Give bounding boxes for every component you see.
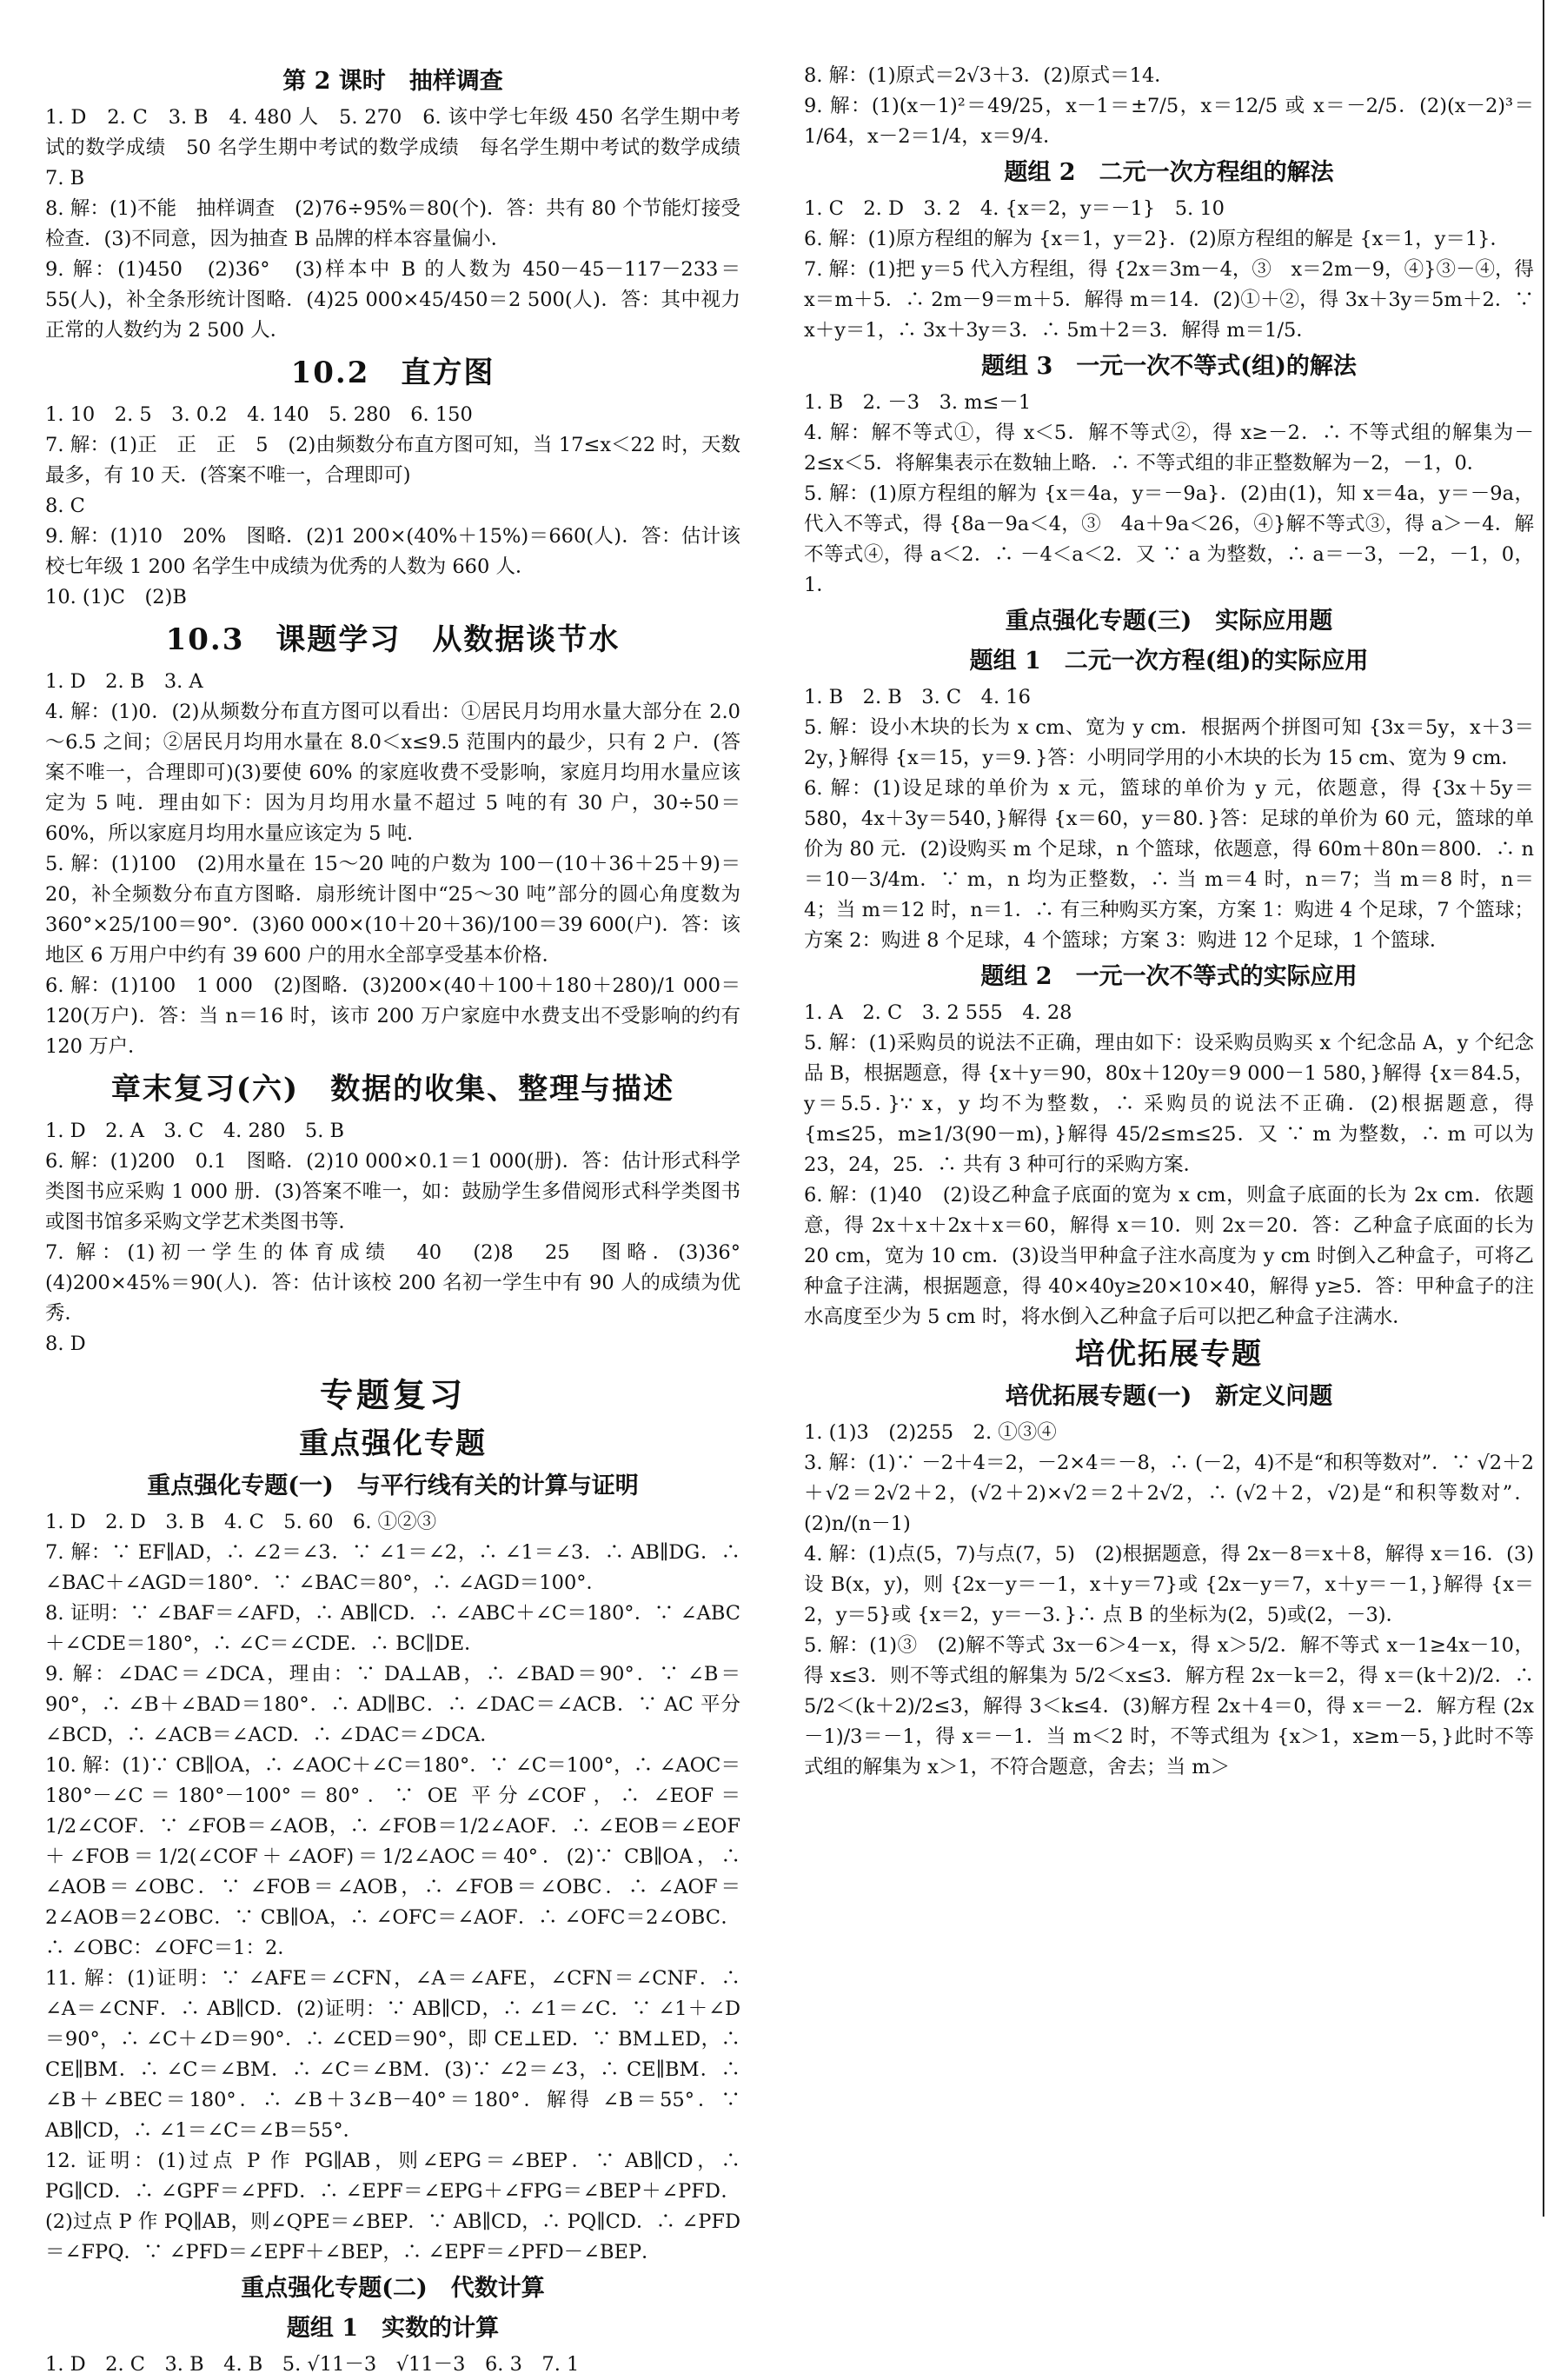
- section-heading: 章末复习(六) 数据的收集、整理与描述: [110, 1072, 675, 1107]
- answer-paragraph: 4. 解：解不等式①，得 x＜5．解不等式②，得 x≥－2．∴ 不等式组的解集为－2≤x＜5．将解集表示在数轴上略．∴ 不等式组的非正整数解为－2，－1，0．: [804, 422, 1534, 475]
- answer-paragraph: 6. 解：(1)40 (2)设乙种盒子底面的宽为 x cm，则盒子底面的长为 2x cm．依题意，得 2x＋x＋2x＋x＝60，解得 x＝10．则 2x＝20．答：乙种盒子底面的长为 20 cm，宽为 10 cm．(3)设当甲种盒子注水高度为 y cm 时倒入乙种盒子，可将乙种盒子注满，根据题意，得 40×40y≥20×10×40，解得 y≥5．答：甲种盒子的注水高度至少为 5 cm 时，将水倒入乙种盒子后可以把乙种盒子注满水．: [804, 1184, 1534, 1328]
- section-heading: 专题复习: [319, 1375, 466, 1414]
- answer-paragraph: 7. 解：(1)把 y＝5 代入方程组，得 {2x＝3m－4，③ x＝2m－9，④}③－④，得 x＝m＋5．∴ 2m－9＝m＋5．解得 m＝14．(2)①＋②，得 3x＋3y＝5m＋2．∵ x＋y＝1，∴ 3x＋3y＝3．∴ 5m＋2＝3．解得 m＝1/5．: [804, 258, 1534, 342]
- answer-paragraph: 5. 解：(1)原方程组的解为 {x＝4a，y＝－9a}．(2)由(1)，知 x＝4a，y＝－9a，代入不等式，得 {8a－9a＜4，③ 4a＋9a＜26，④}解不等式③，得 a＞－4．解不等式④，得 a＜2．∴ －4＜a＜2．又 ∵ a 为整数，∴ a＝－3，－2，－1，0，1．: [804, 482, 1534, 596]
- answer-paragraph: 3. 解：(1)∵ －2＋4＝2，－2×4＝－8，∴ (－2，4)不是“和积等数对”．∵ √2＋2＋√2＝2√2＋2，(√2＋2)×√2＝2＋2√2，∴ (√2＋2，√2)是“和积等数对”．(2)n/(n－1): [804, 1452, 1534, 1535]
- answer-paragraph: 1. D 2. C 3. B 4. B 5. √11－3 √11－3 6. 3 7. 1: [45, 2353, 580, 2376]
- answer-paragraph: 11. 解：(1)证明：∵ ∠AFE＝∠CFN，∠A＝∠AFE，∠CFN＝∠CNF．∴ ∠A＝∠CNF．∴ AB∥CD．(2)证明：∵ AB∥CD，∴ ∠1＝∠C．∵ ∠1＋∠D＝90°，∴ ∠C＋∠D＝90°．∴ ∠CED＝90°，即 CE⊥ED．∵ BM⊥ED，∴ CE∥BM．∴ ∠C＝∠BM．∴ ∠C＝∠BM．(3)∵ ∠2＝∠3，∴ CE∥BM．∴ ∠B＋∠BEC＝180°．∴ ∠B＋3∠B－40°＝180°．解得 ∠B＝55°．∵ AB∥CD，∴ ∠1＝∠C＝∠B＝55°．: [45, 1967, 740, 2142]
- answer-paragraph: 6. 解：(1)设足球的单价为 x 元，篮球的单价为 y 元，依题意，得 {3x＋5y＝580，4x＋3y＝540，}解得 {x＝60，y＝80．}答：足球的单价为 60 元，篮球的单价为 80 元．(2)设购买 m 个足球，n 个篮球，依题意，得 60m＋80n＝800．∴ n＝10－3/4m．∵ m，n 均为正整数，∴ 当 m＝4 时，n＝7；当 m＝8 时，n＝4；当 m＝12 时，n＝1．∴ 有三种购买方案，方案 1：购进 4 个足球，7 个篮球；方案 2：购进 8 个足球，4 个篮球；方案 3：购进 12 个足球，1 个篮球．: [804, 777, 1534, 952]
- answer-paragraph: 4. 解：(1)点(5，7)与点(7，5) (2)根据题意，得 2x－8＝x＋8，解得 x＝16．(3)设 B(x，y)，则 {2x－y＝－1，x＋y＝7}或 {2x－y＝7，x＋y＝－1，}解得 {x＝2，y＝5}或 {x＝2，y＝－3．}∴ 点 B 的坐标为(2，5)或(2，－3)．: [804, 1543, 1534, 1626]
- section-heading: 题组 1 实数的计算: [286, 2315, 500, 2342]
- section-heading: 题组 1 二元一次方程(组)的实际应用: [969, 648, 1369, 675]
- right-column: [804, 61, 1534, 1783]
- answer-paragraph: 9. 解：(1)(x－1)²＝49/25，x－1＝±7/5，x＝12/5 或 x＝－2/5．(2)(x－2)³＝1/64，x－2＝1/4，x＝9/4．: [804, 95, 1534, 148]
- left-column: [45, 61, 760, 2380]
- answer-paragraph: 6. 解：(1)200 0.1 图略．(2)10 000×0.1＝1 000(册)．答：估计形式科学类图书应采购 1 000 册．(3)答案不唯一，如：鼓励学生多借阅形式科学类图书或图书馆多采购文学艺术类图书等．: [45, 1150, 740, 1233]
- answer-paragraph: 1. B 2. B 3. C 4. 16: [804, 686, 1031, 708]
- answer-paragraph: 7. 解：∵ EF∥AD，∴ ∠2＝∠3．∵ ∠1＝∠2，∴ ∠1＝∠3．∴ AB∥DG．∴ ∠BAC＋∠AGD＝180°．∵ ∠BAC＝80°，∴ ∠AGD＝100°．: [45, 1541, 740, 1594]
- section-heading: 题组 3 一元一次不等式(组)的解法: [981, 353, 1357, 380]
- section-heading: 重点强化专题(三) 实际应用题: [1005, 608, 1333, 635]
- answer-paragraph: 7. 解：(1)正 正 正 5 (2)由频数分布直方图可知，当 17≤x＜22 时，天数最多，有 10 天．(答案不唯一，合理即可): [45, 434, 740, 487]
- answer-paragraph: 8. C: [45, 495, 85, 517]
- section-heading: 培优拓展专题: [1075, 1337, 1263, 1372]
- answer-paragraph: 5. 解：(1)100 (2)用水量在 15～20 吨的户数为 100－(10＋36＋25＋9)＝20，补全频数分布直方图略．扇形统计图中“25～30 吨”部分的圆心角度数为 360°×25/100＝90°．(3)60 000×(10＋20＋36)/100＝39 600(户)．答：该地区 6 万用户中约有 39 600 户的用水全部享受基本价格．: [45, 853, 740, 967]
- answer-paragraph: 9. 解：(1)450 (2)36° (3)样本中 B 的人数为 450－45－117－233＝55(人)，补全条形统计图略．(4)25 000×45/450＝2 500(人)．答：其中视力正常的人数约为 2 500 人．: [45, 258, 740, 342]
- answer-paragraph: 5. 解：设小木块的长为 x cm、宽为 y cm．根据两个拼图可知 {3x＝5y，x＋3＝2y，}解得 {x＝15，y＝9．}答：小明同学用的小木块的长为 15 cm、宽为 9 cm．: [804, 716, 1534, 769]
- answer-paragraph: 5. 解：(1)采购员的说法不正确，理由如下：设采购员购买 x 个纪念品 A，y 个纪念品 B，根据题意，得 {x＋y＝90，80x＋120y＝9 000－1 580，}解得 {x＝84.5，y＝5.5．}∵ x，y 均不为整数，∴ 采购员的说法不正确．(2)根据题意，得 {m≤25，m≥1/3(90－m)，}解得 45/2≤m≤25．又 ∵ m 为整数，∴ m 可以为 23，24，25．∴ 共有 3 种可行的采购方案．: [804, 1032, 1534, 1176]
- answer-paragraph: 9. 解：(1)10 20% 图略．(2)1 200×(40%＋15%)＝660(人)．答：估计该校七年级 1 200 名学生中成绩为优秀的人数为 660 人．: [45, 525, 740, 578]
- answer-paragraph: 1. D 2. A 3. C 4. 280 5. B: [45, 1120, 345, 1142]
- page-edge: [1543, 0, 1567, 2217]
- answer-paragraph: 1. D 2. C 3. B 4. 480 人 5. 270 6. 该中学七年级 450 名学生期中考试的数学成绩 50 名学生期中考试的数学成绩 每名学生期中考试的数学成绩 7. B: [45, 106, 760, 189]
- section-heading: 重点强化专题(一) 与平行线有关的计算与证明: [147, 1473, 639, 1499]
- section-heading: 重点强化专题: [299, 1426, 487, 1461]
- answer-paragraph: 8. 解：(1)不能 抽样调查 (2)76÷95%＝80(个)．答：共有 80 个节能灯接受检查．(3)不同意，因为抽查 B 品牌的样本容量偏小．: [45, 197, 740, 250]
- section-heading: 题组 2 二元一次方程组的解法: [1004, 159, 1334, 186]
- answer-paragraph: 1. D 2. D 3. B 4. C 5. 60 6. ①②③: [45, 1511, 437, 1533]
- section-heading: 10.3 课题学习 从数据谈节水: [165, 622, 621, 657]
- section-heading: 10.2 直方图: [290, 356, 495, 390]
- section-heading: 题组 2 一元一次不等式的实际应用: [980, 963, 1358, 990]
- answer-paragraph: 9. 解：∠DAC＝∠DCA，理由：∵ DA⊥AB，∴ ∠BAD＝90°．∵ ∠B＝90°，∴ ∠B＋∠BAD＝180°．∴ AD∥BC．∴ ∠DAC＝∠ACB．∵ AC 平分∠BCD，∴ ∠ACB＝∠ACD．∴ ∠DAC＝∠DCA．: [45, 1663, 740, 1746]
- answer-paragraph: 8. 证明：∵ ∠BAF＝∠AFD，∴ AB∥CD．∴ ∠ABC＋∠C＝180°．∵ ∠ABC＋∠CDE＝180°，∴ ∠C＝∠CDE．∴ BC∥DE．: [45, 1602, 740, 1655]
- answer-paragraph: 5. 解：(1)③ (2)解不等式 3x－6＞4－x，得 x＞5/2．解不等式 x－1≥4x－10，得 x≤3．则不等式组的解集为 5/2＜x≤3．解方程 2x－k＝2，得 x＝(k＋2)/2．∴ 5/2＜(k＋2)/2≤3，解得 3＜k≤4．(3)解方程 2x＋4＝0，得 x＝－2．解方程 (2x－1)/3＝－1，得 x＝－1．当 m＜2 时，不等式组为 {x＞1，x≥m－5，}此时不等式组的解集为 x＞1，不符合题意，舍去；当 m＞: [804, 1634, 1534, 1778]
- answer-paragraph: 1. (1)3 (2)255 2. ①③④: [804, 1421, 1057, 1444]
- answer-paragraph: 1. D 2. B 3. A: [45, 670, 203, 693]
- answer-paragraph: 6. 解：(1)原方程组的解为 {x＝1，y＝2}．(2)原方程组的解是 {x＝1，y＝1}．: [804, 228, 1510, 250]
- answer-paragraph: 1. 10 2. 5 3. 0.2 4. 140 5. 280 6. 150: [45, 403, 473, 426]
- section-heading: 重点强化专题(二) 代数计算: [241, 2275, 545, 2302]
- answer-paragraph: 4. 解：(1)0．(2)从频数分布直方图可以看出：①居民月均用水量大部分在 2.0～6.5 之间；②居民月均用水量在 8.0＜x≤9.5 范围内的最少，只有 2 户．(答案不唯一，合理即可)(3)要使 60% 的家庭收费不受影响，家庭月均用水量应该定为 5 吨．理由如下：因为月均用水量不超过 5 吨的有 30 户，30÷50＝60%，所以家庭月均用水量应该定为 5 吨．: [45, 701, 740, 845]
- answer-paragraph: 6. 解：(1)100 1 000 (2)图略．(3)200×(40＋100＋180＋280)/1 000＝120(万户)．答：当 n＝16 时，该市 200 万户家庭中水费支出不受影响的约有 120 万户．: [45, 974, 740, 1058]
- section-heading: 第 2 课时 抽样调查: [282, 68, 503, 95]
- section-heading: 培优拓展专题(一) 新定义问题: [1005, 1383, 1333, 1410]
- answer-paragraph: 7. 解：(1)初一学生的体育成绩 40 (2)8 25 图略．(3)36° (4)200×45%＝90(人)．答：估计该校 200 名初一学生中有 90 人的成绩为优秀．: [45, 1241, 760, 1325]
- answer-paragraph: 10. 解：(1)∵ CB∥OA，∴ ∠AOC＋∠C＝180°．∵ ∠C＝100°，∴ ∠AOC＝180°－∠C＝180°－100°＝80°．∵ OE 平分∠COF，∴ ∠EOF＝1/2∠COF．∵ ∠FOB＝∠AOB，∴ ∠FOB＝1/2∠AOF．∴ ∠EOB＝∠EOF＋∠FOB＝1/2(∠COF＋∠AOF)＝1/2∠AOC＝40°．(2)∵ CB∥OA，∴ ∠AOB＝∠OBC．∵ ∠FOB＝∠AOB，∴ ∠FOB＝∠OBC．∴ ∠AOF＝2∠AOB＝2∠OBC．∵ CB∥OA，∴ ∠OFC＝∠AOF．∴ ∠OFC＝2∠OBC．∴ ∠OBC：∠OFC＝1：2．: [45, 1754, 740, 1959]
- answer-paragraph: 8. D: [45, 1333, 86, 1355]
- answer-paragraph: 1. A 2. C 3. 2 555 4. 28: [804, 1001, 1072, 1024]
- answer-paragraph: 1. C 2. D 3. 2 4. {x＝2，y＝－1} 5. 10: [804, 197, 1225, 220]
- answer-paragraph: 12. 证明：(1)过点 P 作 PG∥AB，则∠EPG＝∠BEP．∵ AB∥CD，∴ PG∥CD．∴ ∠GPF＝∠PFD．∴ ∠EPF＝∠EPG＋∠FPG＝∠BEP＋∠PFD．(2)过点 P 作 PQ∥AB，则∠QPE＝∠BEP．∵ AB∥CD，∴ PQ∥CD．∴ ∠PFD＝∠FPQ．∵ ∠PFD＝∠EPF＋∠BEP，∴ ∠EPF＝∠PFD－∠BEP．: [45, 2150, 740, 2264]
- answer-paragraph: 1. B 2. －3 3. m≤－1: [804, 391, 1032, 414]
- answer-paragraph: 10. (1)C (2)B: [45, 586, 187, 608]
- answer-paragraph: 8. 解：(1)原式＝2√3＋3．(2)原式＝14．: [804, 64, 1174, 87]
